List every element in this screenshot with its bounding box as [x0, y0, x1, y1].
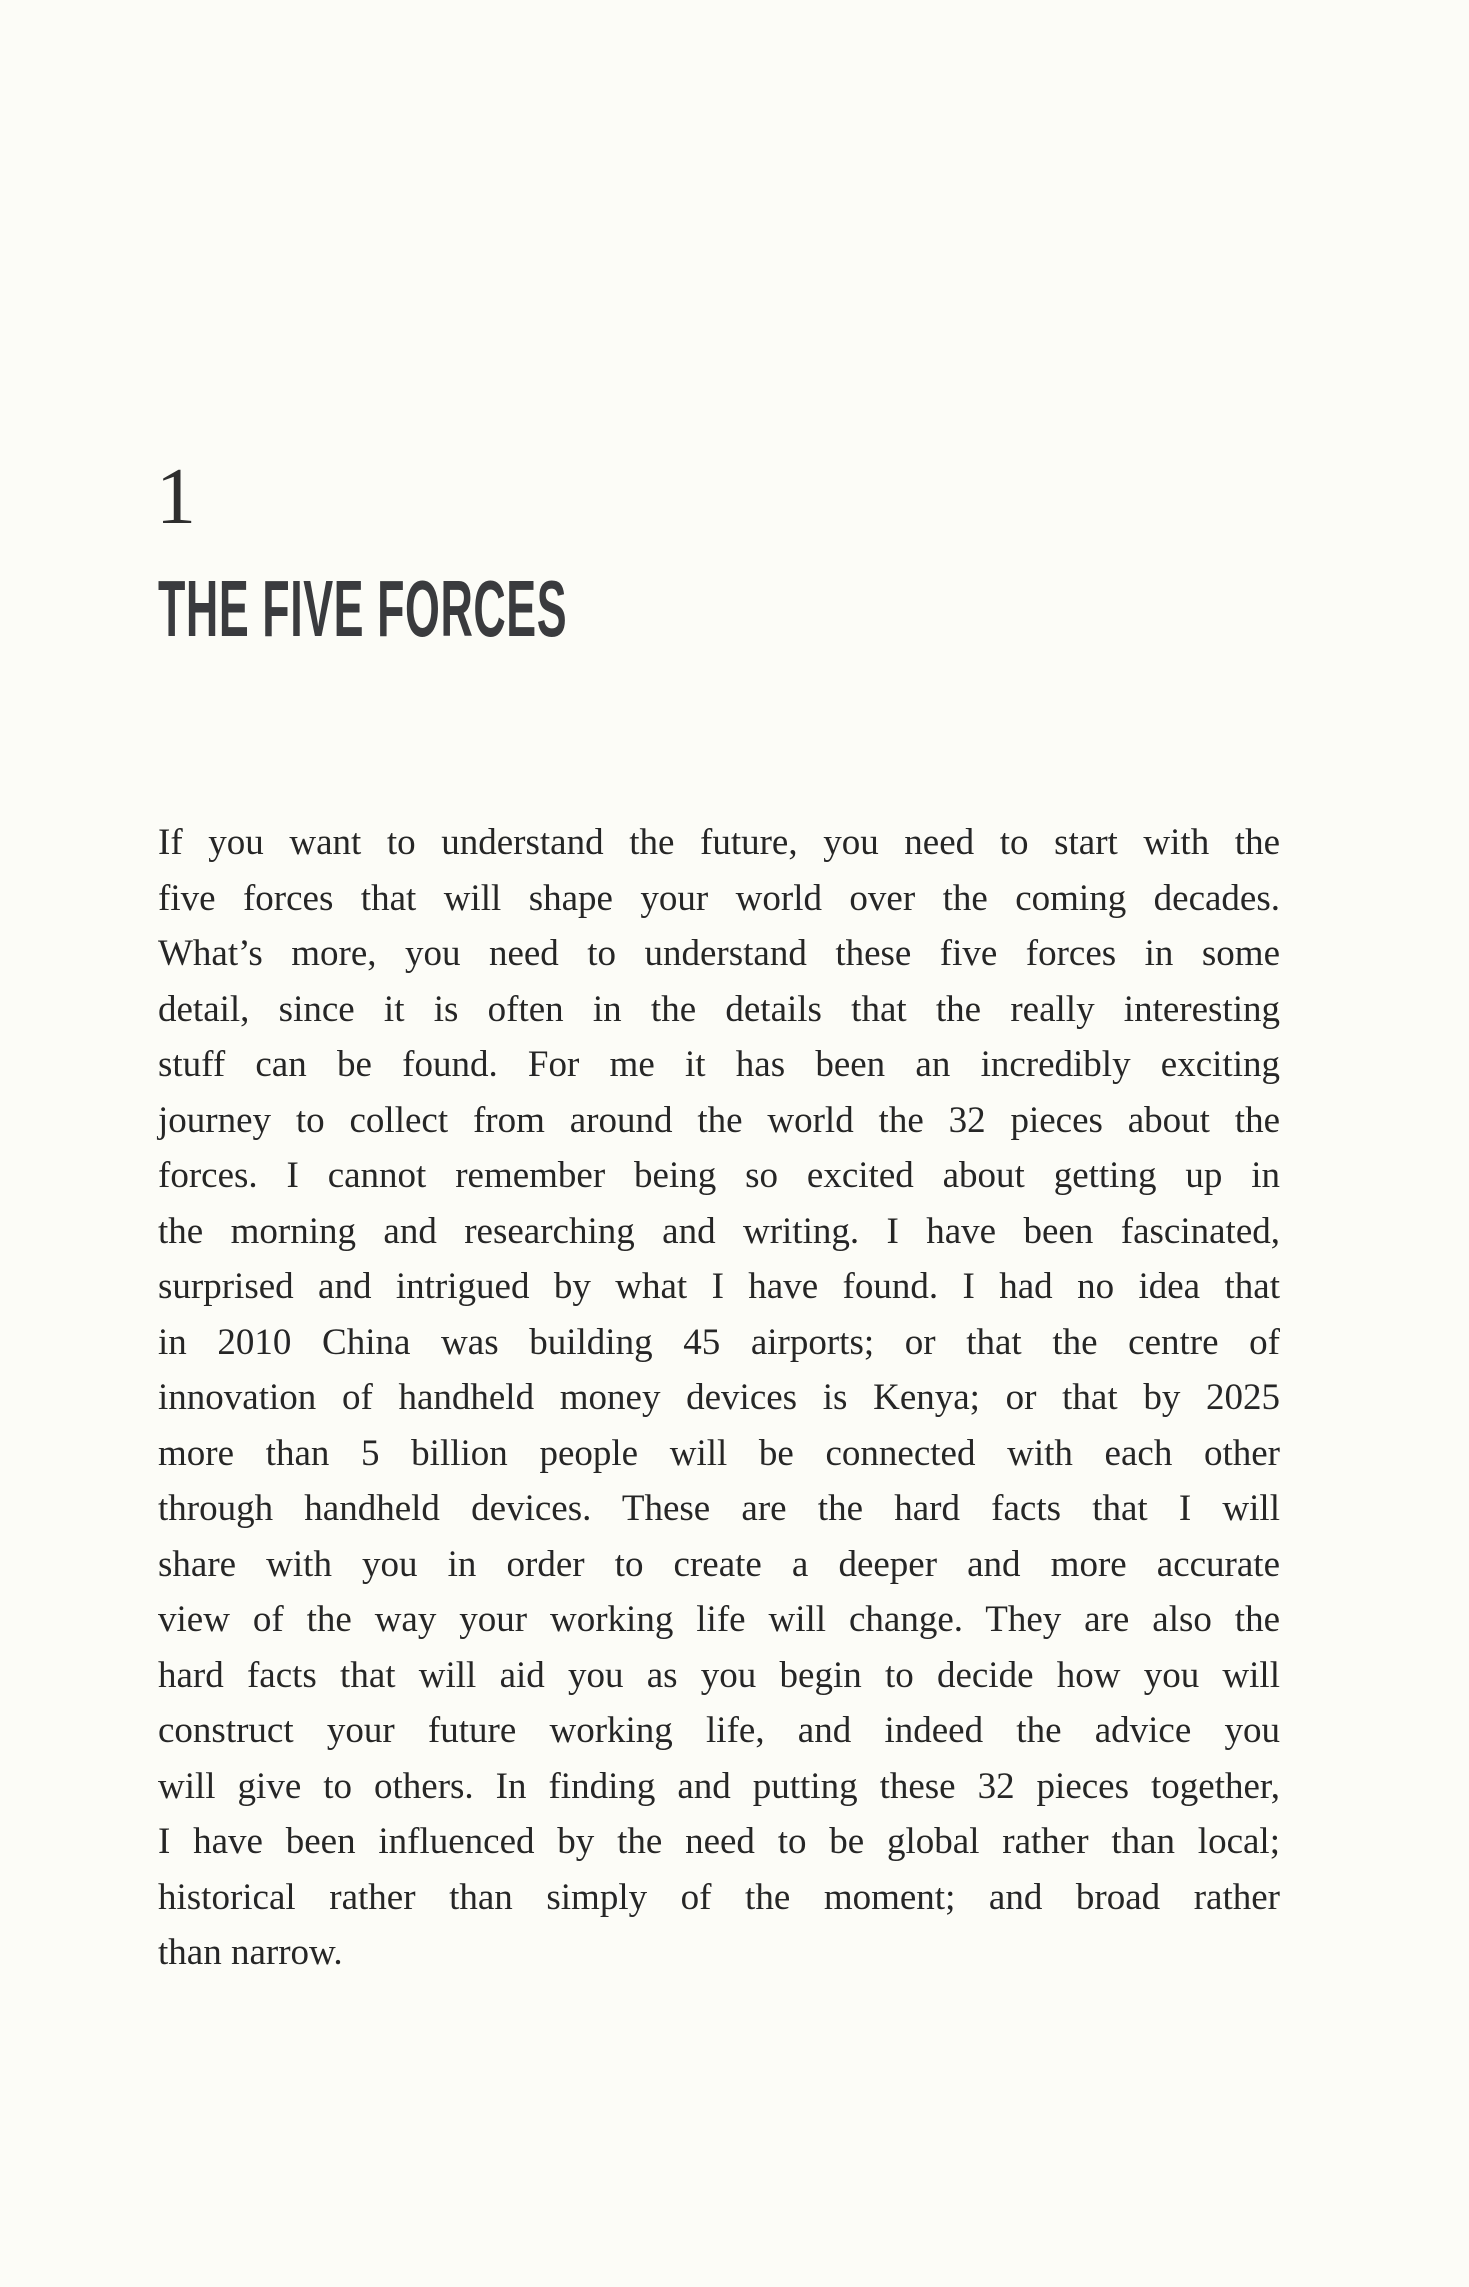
paragraph-line: innovation of handheld money devices is Kenya; or that by 2025: [158, 1377, 1280, 1418]
paragraph-line: hard facts that will aid you as you begin to decide how you will: [158, 1654, 1280, 1696]
paragraph-line: will give to others. In finding and putting these 32 pieces together,: [158, 1765, 1280, 1807]
paragraph-line: five forces that will shape your world over the coming decades.: [158, 877, 1280, 919]
paragraph-line: construct your future working life, and indeed the advice you: [158, 1710, 1280, 1751]
paragraph-line: detail, since it is often in the details that the really interesting: [158, 988, 1280, 1030]
chapter-title: THE FIVE FORCES: [158, 564, 568, 653]
paragraph-line: stuff can be found. For me it has been an incredibly exciting: [158, 1044, 1280, 1085]
paragraph-line: than narrow.: [158, 1932, 343, 1973]
paragraph-line: forces. I cannot remember being so excited about getting up in: [158, 1155, 1280, 1196]
paragraph-line: more than 5 billion people will be connected with each other: [158, 1432, 1280, 1474]
paragraph-line: I have been influenced by the need to be global rather than local;: [158, 1821, 1280, 1862]
paragraph-line: view of the way your working life will change. They are also the: [158, 1599, 1280, 1640]
paragraph-line: If you want to understand the future, you need to start with the: [158, 822, 1280, 863]
paragraph-line: through handheld devices. These are the hard facts that I will: [158, 1488, 1280, 1529]
chapter-number: 1: [156, 453, 196, 541]
paragraph-line: historical rather than simply of the moment; and broad rather: [158, 1876, 1280, 1918]
paragraph-line: surprised and intrigued by what I have found. I had no idea that: [158, 1266, 1280, 1307]
paragraph-line: the morning and researching and writing. I have been fascinated,: [158, 1210, 1280, 1252]
paragraph-line: journey to collect from around the world the 32 pieces about the: [158, 1099, 1280, 1141]
paragraph-line: in 2010 China was building 45 airports; or that the centre of: [158, 1321, 1280, 1363]
paragraph-line: What’s more, you need to understand these five forces in some: [158, 933, 1280, 974]
body-paragraph: [158, 815, 1280, 1981]
paragraph-line: share with you in order to create a deeper and more accurate: [158, 1543, 1280, 1585]
